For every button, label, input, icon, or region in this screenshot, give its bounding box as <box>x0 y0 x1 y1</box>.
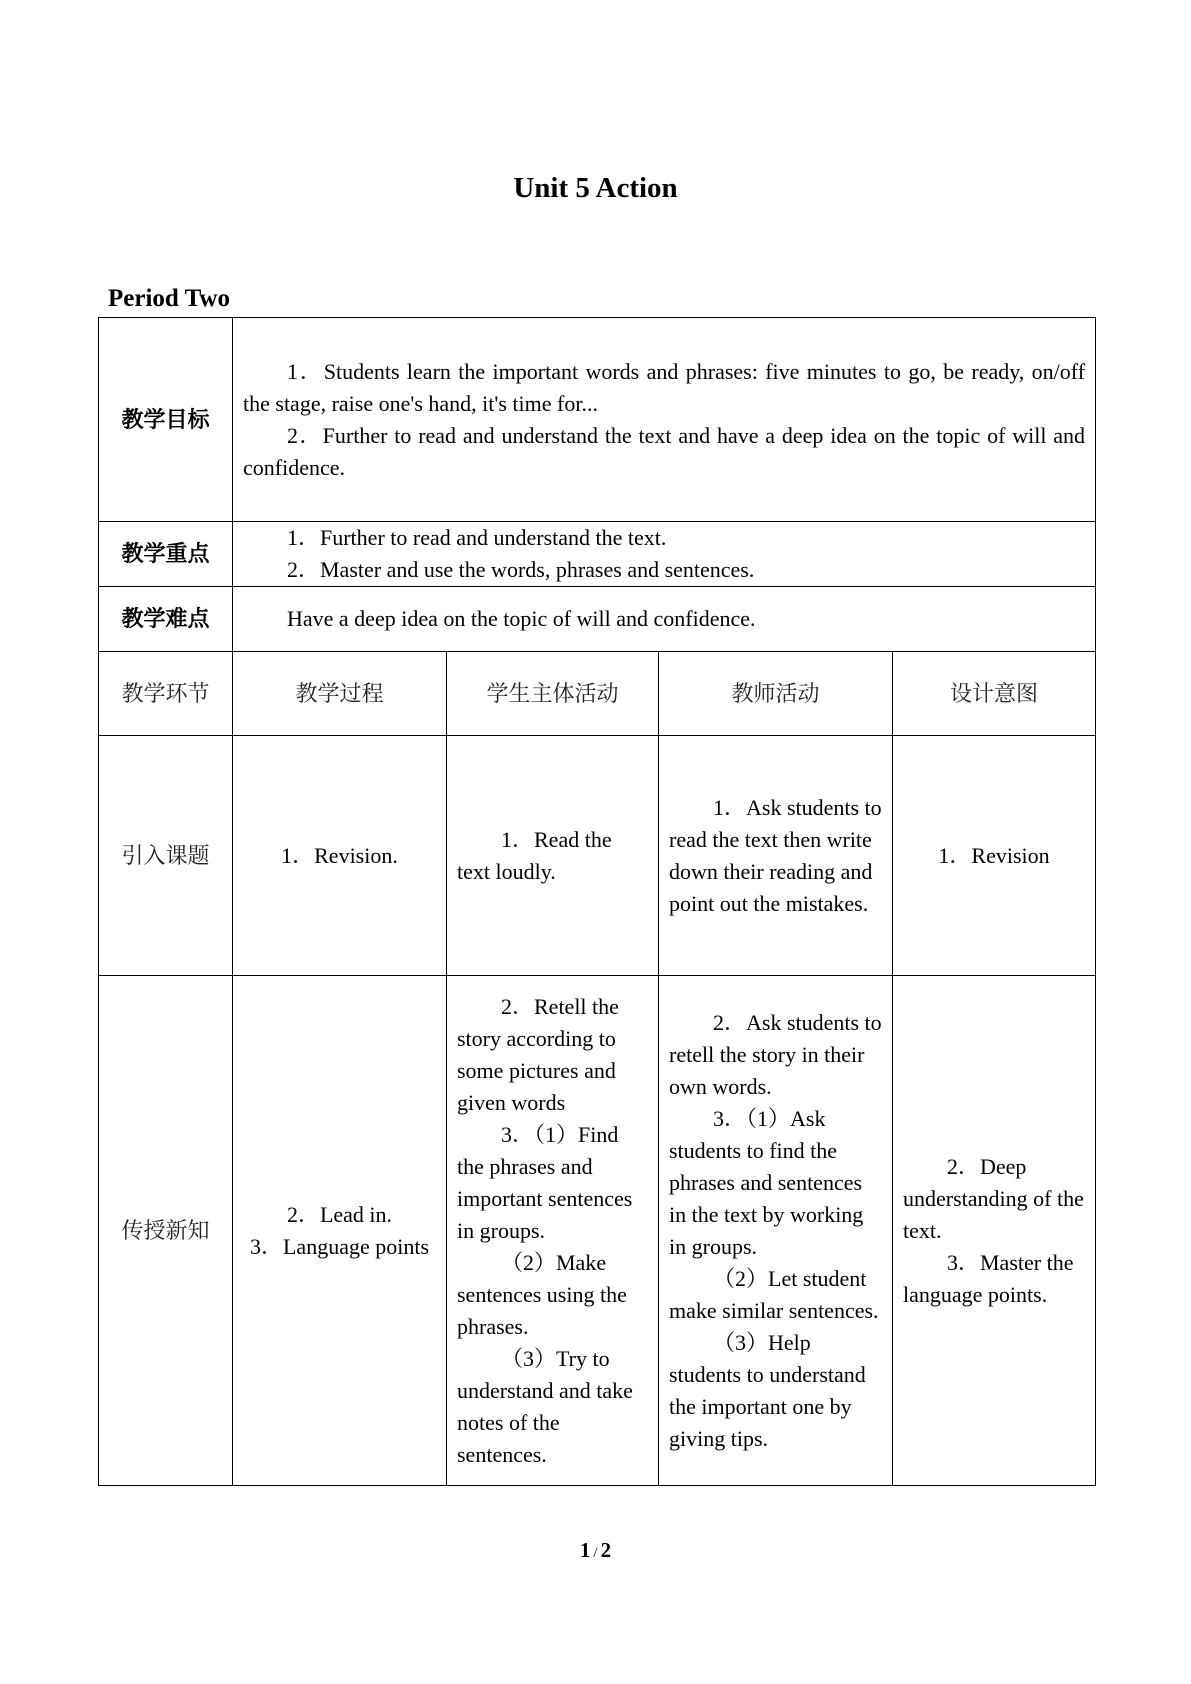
difficulties-row <box>99 587 1096 652</box>
student-activity-item: 2．Retell the story according to some pictures and given words <box>457 993 619 1115</box>
objectives-row <box>99 318 1096 522</box>
key-points-label: 教学重点 <box>99 522 233 587</box>
column-header: 教学过程 <box>233 652 447 736</box>
process-item: 3．Language points <box>249 1233 430 1259</box>
page-separator: / <box>593 1545 598 1561</box>
lesson-plan-table <box>98 317 1096 1486</box>
process-item: 1．Revision. <box>281 842 398 868</box>
teacher-activity-item: 3．（1）Ask students to find the phrases and sentences in the text by working in groups. <box>669 1105 864 1259</box>
teacher-activity-item: （3）Help students to understand the important one by giving tips. <box>669 1329 866 1451</box>
process-cell <box>233 976 447 1486</box>
current-page: 1 <box>579 1538 591 1562</box>
purpose-cell <box>893 736 1096 976</box>
key-point-item: 1．Further to read and understand the text. <box>287 525 667 550</box>
teacher-activity-cell <box>659 736 893 976</box>
process-item: 2．Lead in. <box>286 1201 393 1227</box>
column-header: 教师活动 <box>659 652 893 736</box>
table-row <box>99 736 1096 976</box>
key-points-content <box>233 522 1096 587</box>
table-row <box>99 976 1096 1486</box>
teacher-activity-item: 2．Ask students to retell the story in their own words. <box>669 1009 882 1099</box>
teacher-activity-cell <box>659 976 893 1486</box>
column-header: 学生主体活动 <box>447 652 659 736</box>
difficulties-label: 教学难点 <box>99 587 233 652</box>
stage-cell: 引入课题 <box>99 736 233 976</box>
purpose-item: 2．Deep understanding of the text. <box>903 1153 1084 1243</box>
document-title: Unit 5 Action <box>513 172 678 204</box>
total-pages: 2 <box>600 1538 612 1562</box>
student-activity-cell <box>447 976 659 1486</box>
period-heading: Period Two <box>108 285 230 312</box>
column-header: 教学环节 <box>99 652 233 736</box>
objective-item: 1．Students learn the important words and phrases: five minutes to go, be ready, on/off the stage, raise one's hand, it's time for... <box>243 358 1086 416</box>
purpose-item: 3．Master the language points. <box>903 1249 1074 1307</box>
page-number <box>0 1538 1191 1563</box>
difficulty-text: Have a deep idea on the topic of will and confidence. <box>287 606 756 631</box>
student-activity-item: 3．（1）Find the phrases and important sentences in groups. <box>457 1121 633 1243</box>
key-points-row <box>99 522 1096 587</box>
purpose-cell <box>893 976 1096 1486</box>
student-activity-cell <box>447 736 659 976</box>
teacher-activity-item: （2）Let student make similar sentences. <box>669 1265 879 1323</box>
process-cell <box>233 736 447 976</box>
stage-cell: 传授新知 <box>99 976 233 1486</box>
student-activity-item: （2）Make sentences using the phrases. <box>457 1249 627 1339</box>
objective-item: 2．Further to read and understand the text and have a deep idea on the topic of will and confidence. <box>243 422 1086 480</box>
objectives-content <box>233 318 1096 522</box>
column-header: 设计意图 <box>893 652 1096 736</box>
student-activity-item: 1．Read the text loudly. <box>457 826 612 884</box>
key-point-item: 2．Master and use the words, phrases and sentences. <box>287 557 755 582</box>
objectives-label: 教学目标 <box>99 318 233 522</box>
column-header-row <box>99 652 1096 736</box>
teacher-activity-item: 1．Ask students to read the text then write down their reading and point out the mistakes. <box>669 794 882 916</box>
student-activity-item: （3）Try to understand and take notes of the sentences. <box>457 1345 633 1467</box>
purpose-item: 1．Revision <box>938 842 1050 868</box>
difficulties-content <box>233 587 1096 652</box>
